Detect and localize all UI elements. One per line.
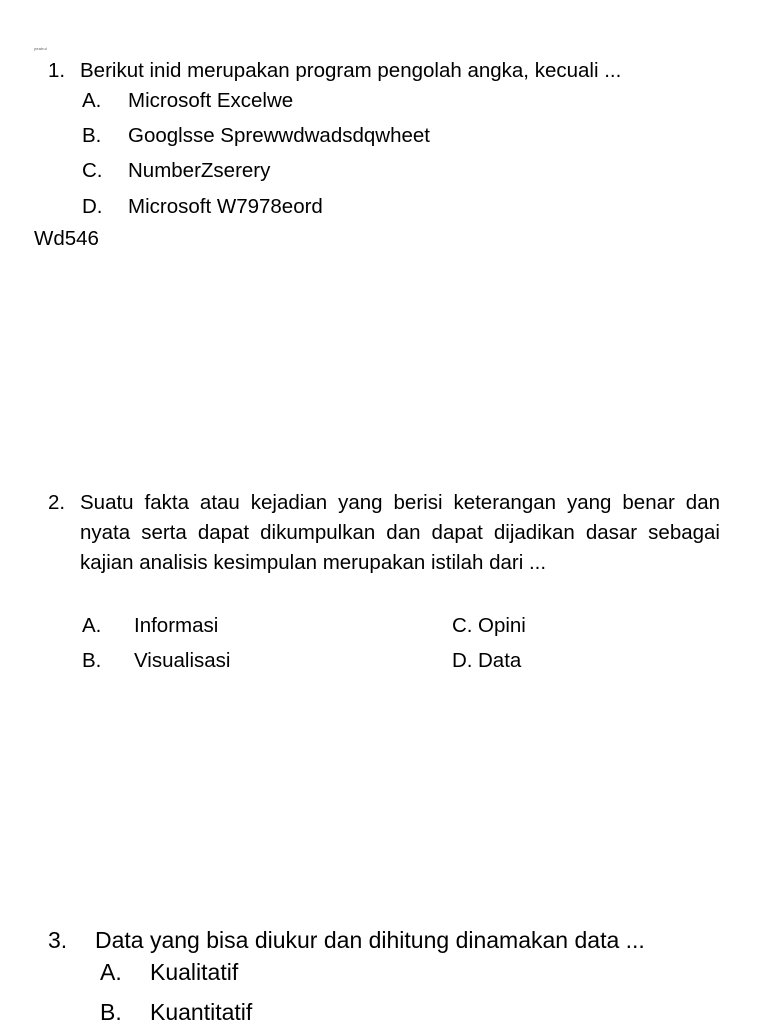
question-2-option-c	[452, 611, 526, 641]
option-letter: A.	[100, 959, 122, 985]
option-text: Kuantitatif	[150, 999, 253, 1025]
question-1-text: Berikut inid merupakan program pengolah angka, kecuali ...	[80, 59, 622, 82]
question-2-option-a	[82, 611, 218, 641]
option-letter: C.	[452, 614, 473, 637]
question-1-option-a	[82, 86, 293, 116]
question-3-option-a	[100, 956, 238, 988]
option-text: Informasi	[134, 614, 219, 637]
tiny-header-mark: yeahui	[34, 46, 47, 51]
question-1-option-d	[82, 192, 323, 222]
question-1-number: 1.	[48, 59, 66, 82]
question-3	[48, 924, 645, 956]
option-letter: B.	[82, 649, 102, 672]
option-letter: D.	[452, 649, 473, 672]
option-letter: D.	[82, 195, 103, 218]
question-3-option-b	[100, 996, 252, 1028]
option-text: Visualisasi	[134, 649, 231, 672]
option-letter: A.	[82, 89, 102, 112]
question-3-text: Data yang bisa diukur dan dihitung dinamakan data ...	[95, 927, 645, 953]
question-1-option-c	[82, 156, 270, 186]
question-2-option-d	[452, 646, 521, 676]
option-text: Data	[478, 649, 522, 672]
option-text: Microsoft W7978eord	[128, 195, 323, 218]
option-letter: B.	[100, 999, 122, 1025]
question-2-text: Suatu fakta atau kejadian yang berisi keterangan yang benar dan nyata serta dapat dikumpulkan dan dapat dijadikan dasar sebagai kajian analisis kesimpulan merupakan istilah dari ...	[80, 491, 720, 574]
question-1-option-b	[82, 121, 430, 151]
stray-text: Wd546	[34, 227, 99, 250]
question-2-number: 2.	[48, 491, 66, 514]
option-letter: C.	[82, 159, 103, 182]
option-text: Googlsse Sprewwdwadsdqwheet	[128, 124, 430, 147]
question-1	[48, 56, 720, 86]
question-2	[48, 488, 720, 578]
option-text: Opini	[478, 614, 526, 637]
option-text: Microsoft Excelwe	[128, 89, 294, 112]
option-text: NumberZserery	[128, 159, 271, 182]
option-letter: A.	[82, 614, 102, 637]
option-letter: B.	[82, 124, 102, 147]
question-3-number: 3.	[48, 927, 68, 953]
option-text: Kualitatif	[150, 959, 239, 985]
question-2-option-b	[82, 646, 230, 676]
